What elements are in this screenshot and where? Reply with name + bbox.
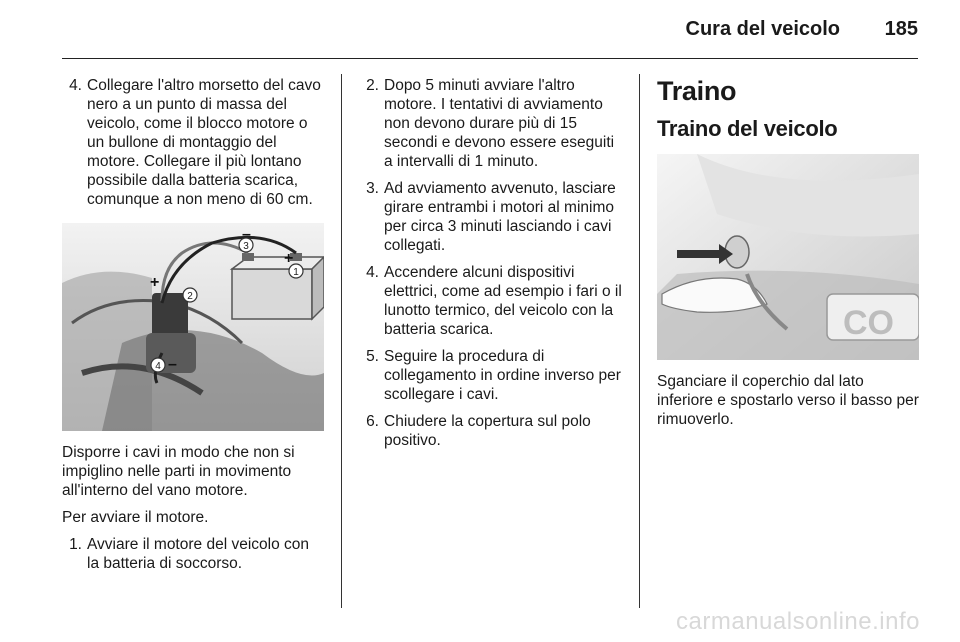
column-divider-1 <box>341 74 342 608</box>
column-divider-2 <box>639 74 640 608</box>
towing-caption: Sganciare il coperchio dal lato inferiore e spostarlo verso il basso per rimuoverlo. <box>657 373 919 428</box>
minus-sign-top: – <box>242 226 251 243</box>
subsection-heading: Traino del veicolo <box>657 116 838 141</box>
page-header <box>62 0 918 59</box>
start-steps-continued <box>359 76 623 450</box>
marker-3-label: 3 <box>243 241 249 252</box>
step-number: 5. <box>366 348 379 365</box>
plus-sign-engine: + <box>150 274 160 291</box>
step-text: Ad avviamento avvenuto, lasciare girare entrambi i motori al minimo per circa 3 minuti lasciando i cavi collegati. <box>384 180 616 254</box>
step-number: 2. <box>366 77 379 94</box>
step-item <box>62 535 324 573</box>
plus-sign-battery: + <box>284 250 294 267</box>
watermark: carmanualsonline.info <box>676 608 920 635</box>
step-number: 4. <box>69 77 82 94</box>
start-steps <box>62 535 324 573</box>
section-heading: Traino <box>657 76 737 106</box>
cable-routing-text: Disporre i cavi in modo che non si impiglino nelle parti in movimento all'interno del vano motore. <box>62 444 295 499</box>
section-title: Cura del veicolo <box>685 18 840 40</box>
step-text: Accendere alcuni dispositivi elettrici, come ad esempio i fari o il lunotto termico, del veicolo con la batteria scarica. <box>384 264 622 338</box>
step-item <box>359 76 623 171</box>
jump-start-illustration <box>62 223 324 431</box>
marker-2-label: 2 <box>187 291 193 302</box>
step-item <box>359 347 623 404</box>
column-3 <box>657 76 921 437</box>
minus-sign-ground: – <box>168 356 177 373</box>
step-number: 3. <box>366 180 379 197</box>
license-plate-text: CO <box>843 304 894 342</box>
step-text: Collegare l'altro morsetto del cavo nero a un punto di massa del veicolo, come il blocco motore o un bullone di montaggio del motore. Collegare il più lontano possibile dalla batteria scarica, comunque a non meno di 60 cm. <box>87 77 321 208</box>
step-text: Dopo 5 minuti avviare l'altro motore. I tentativi di avviamento non devono durare più di 15 secondi e devono essere eseguiti a intervalli di 1 minuto. <box>384 77 615 170</box>
towing-cover-illustration <box>657 154 919 360</box>
step-number: 1. <box>69 536 82 553</box>
step-text: Avviare il motore del veicolo con la batteria di soccorso. <box>87 536 309 572</box>
column-2 <box>359 76 623 458</box>
step-item <box>359 179 623 255</box>
start-engine-intro: Per avviare il motore. <box>62 509 209 526</box>
step-item <box>62 76 324 209</box>
step-item <box>359 263 623 339</box>
step-number: 4. <box>366 264 379 281</box>
marker-1-label: 1 <box>293 267 299 278</box>
step-item <box>359 412 623 450</box>
column-1 <box>62 76 324 581</box>
marker-4-label: 4 <box>155 361 161 372</box>
jump-start-steps-continued <box>62 76 324 209</box>
step-text: Chiudere la copertura sul polo positivo. <box>384 413 591 449</box>
page-number: 185 <box>884 18 918 40</box>
step-text: Seguire la procedura di collegamento in ordine inverso per scollegare i cavi. <box>384 348 621 403</box>
step-number: 6. <box>366 413 379 430</box>
